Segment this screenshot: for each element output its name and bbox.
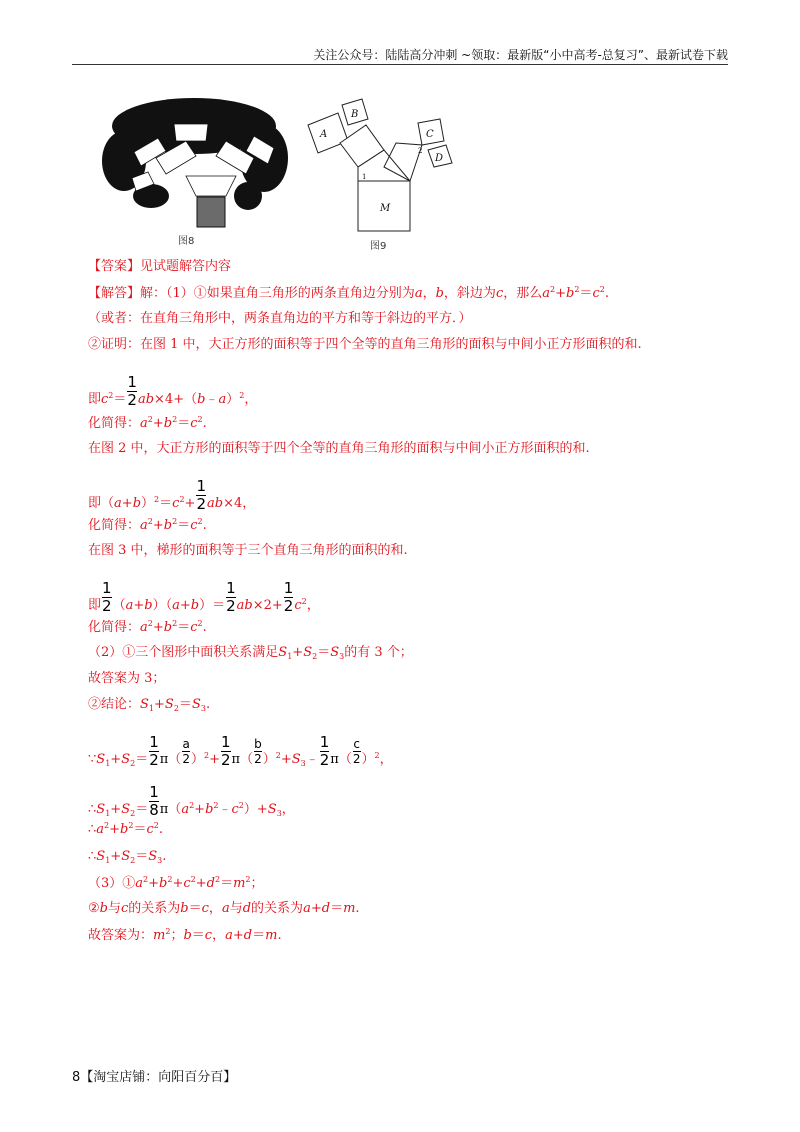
solution-line-3: ②证明：在图 1 中，大正方形的面积等于四个全等的直角三角形的面积与中间小正方形面积的和. <box>88 337 642 352</box>
figure-8-caption: 图8 <box>178 236 195 247</box>
page-footer: 8【淘宝店铺：向阳百分百】 <box>72 1070 237 1085</box>
label-C: C <box>426 129 434 140</box>
final-answer: 故答案为：$m^2$；b＝c，a+d＝m. <box>88 927 282 943</box>
equation-therefore-2: $\therefore a^2+b^2=c^2$. <box>88 821 163 837</box>
solution-fig2: 在图 2 中，大正方形的面积等于四个全等的直角三角形的面积与中间小正方形面积的和. <box>88 441 590 456</box>
part2-conclusion: ②结论：$S_1+S_2=S_3$. <box>88 697 211 713</box>
answer-text: 见试题解答内容 <box>140 259 232 274</box>
label-angle-2: 2 <box>418 147 423 155</box>
part3-2-a: ② <box>88 901 100 916</box>
solution-p1-c: ，那么 <box>503 286 543 301</box>
square-left-mid <box>340 125 384 167</box>
ji-3: 即 <box>88 598 102 613</box>
solution-p1-b: ，斜边为 <box>443 286 496 301</box>
figure-9-caption: 图9 <box>370 241 387 252</box>
solution-p1-a: （1）①如果直角三角形的两条直角边分别为 <box>166 286 415 301</box>
solution-line-2: （或者：在直角三角形中，两条直角边的平方和等于斜边的平方．） <box>88 311 472 326</box>
part2-answer: 故答案为 3； <box>88 671 166 686</box>
part3-2-c: 的关系为 <box>128 901 181 916</box>
figure-8-pythagoras-tree <box>96 96 292 236</box>
square-right-mid <box>384 143 422 181</box>
equation-therefore-1: $\therefore S_1+S_2=$ $\frac{1}{8}$ $\pi(a^2+b^2﹣c^2)+S_3$， <box>88 783 295 819</box>
part3-2-b: 与 <box>107 901 121 916</box>
ji-1: 即 <box>88 392 102 407</box>
part3-line-1: $(3)①a^2+b^2+c^2+d^2=m^2$； <box>88 875 264 891</box>
equation-fig1: 即$c^2=$ $\frac{1}{2}$ ab×4+（b﹣a）$^2$， <box>88 373 258 409</box>
part3-2-e: 与 <box>229 901 243 916</box>
solution-fig3: 在图 3 中，梯形的面积等于三个直角三角形的面积的和. <box>88 543 408 558</box>
equation-therefore-3: $\therefore S_1+S_2=S_3$. <box>88 849 167 865</box>
equation-fig3: 即 $\frac{1}{2}$ （a+b）（a+b）＝ $\frac{1}{2}$ ab×2+ $\frac{1}{2}$ $c^2$， <box>88 579 320 615</box>
solution-tag: 【解答】 <box>88 286 141 301</box>
part3-1-label: （3）① <box>88 876 136 891</box>
part3-line-2: ②b与c的关系为b＝c，a与d的关系为a+d＝m. <box>88 901 360 916</box>
simplify-3: 化简得：$a^2+b^2=c^2$. <box>88 619 207 635</box>
header-rule <box>72 64 728 65</box>
simplify-1: 化简得：$a^2+b^2=c^2$. <box>88 415 207 431</box>
label-B: B <box>351 109 359 120</box>
label-angle-1: 1 <box>362 173 367 181</box>
square-A <box>308 113 348 153</box>
simplify-2: 化简得：$a^2+b^2=c^2$. <box>88 517 207 533</box>
solution-jie: 解： <box>140 286 167 301</box>
simplify-2-label: 化简得： <box>88 518 141 533</box>
part2-1-text: （2）①三个图形中面积关系满足 <box>88 645 279 660</box>
final-answer-label: 故答案为： <box>88 928 154 943</box>
label-D: D <box>435 153 444 164</box>
tree-root-square <box>197 197 225 227</box>
therefore-symbol-3: ∴ <box>88 849 97 864</box>
label-M: M <box>380 203 391 214</box>
because-symbol: ∵ <box>88 752 97 767</box>
part2-1b-text: 的有 3 个； <box>344 645 413 660</box>
ji-2: 即 <box>88 496 102 511</box>
solution-line-1: 【解答】解：（1）①如果直角三角形的两条直角边分别为a，b，斜边为c，那么$a^2+b^2=c^2$. <box>88 285 609 301</box>
simplify-3-label: 化简得： <box>88 620 141 635</box>
part2-conclusion-label: ②结论： <box>88 697 141 712</box>
part2-line-1: （2）①三个图形中面积关系满足$S_1+S_2=S_3$的有 3 个； <box>88 645 413 661</box>
equation-fig2: 即$(a+b)^2=c^2+$ $\frac{1}{2}$ ab×4， <box>88 477 256 513</box>
figure-9-squares-diagram <box>300 95 460 240</box>
page-header: 关注公众号：陆陆高分冲刺 ~领取：最新版“小中高考-总复习”、最新试卷下载 <box>313 48 728 62</box>
therefore-symbol-2: ∴ <box>88 822 97 837</box>
part3-2-d: ， <box>208 901 222 916</box>
answer-tag: 【答案】 <box>88 259 141 274</box>
label-A: A <box>320 129 328 140</box>
therefore-symbol-1: ∴ <box>88 802 97 817</box>
equation-because: $\because S_1+S_2=$ $\frac{1}{2}$ π（ $\frac{a}{2}$ ）$^2$+ $\frac{1}{2}$ π（ $\frac{b}{2}$ ）$^2+S_3﹣$ $\frac{1}{2}$ π（ $\frac{c}{2}$ ）$^2$， <box>88 733 393 769</box>
part3-2-f: 的关系为 <box>251 901 304 916</box>
simplify-1-label: 化简得： <box>88 416 141 431</box>
answer-line <box>88 260 231 273</box>
